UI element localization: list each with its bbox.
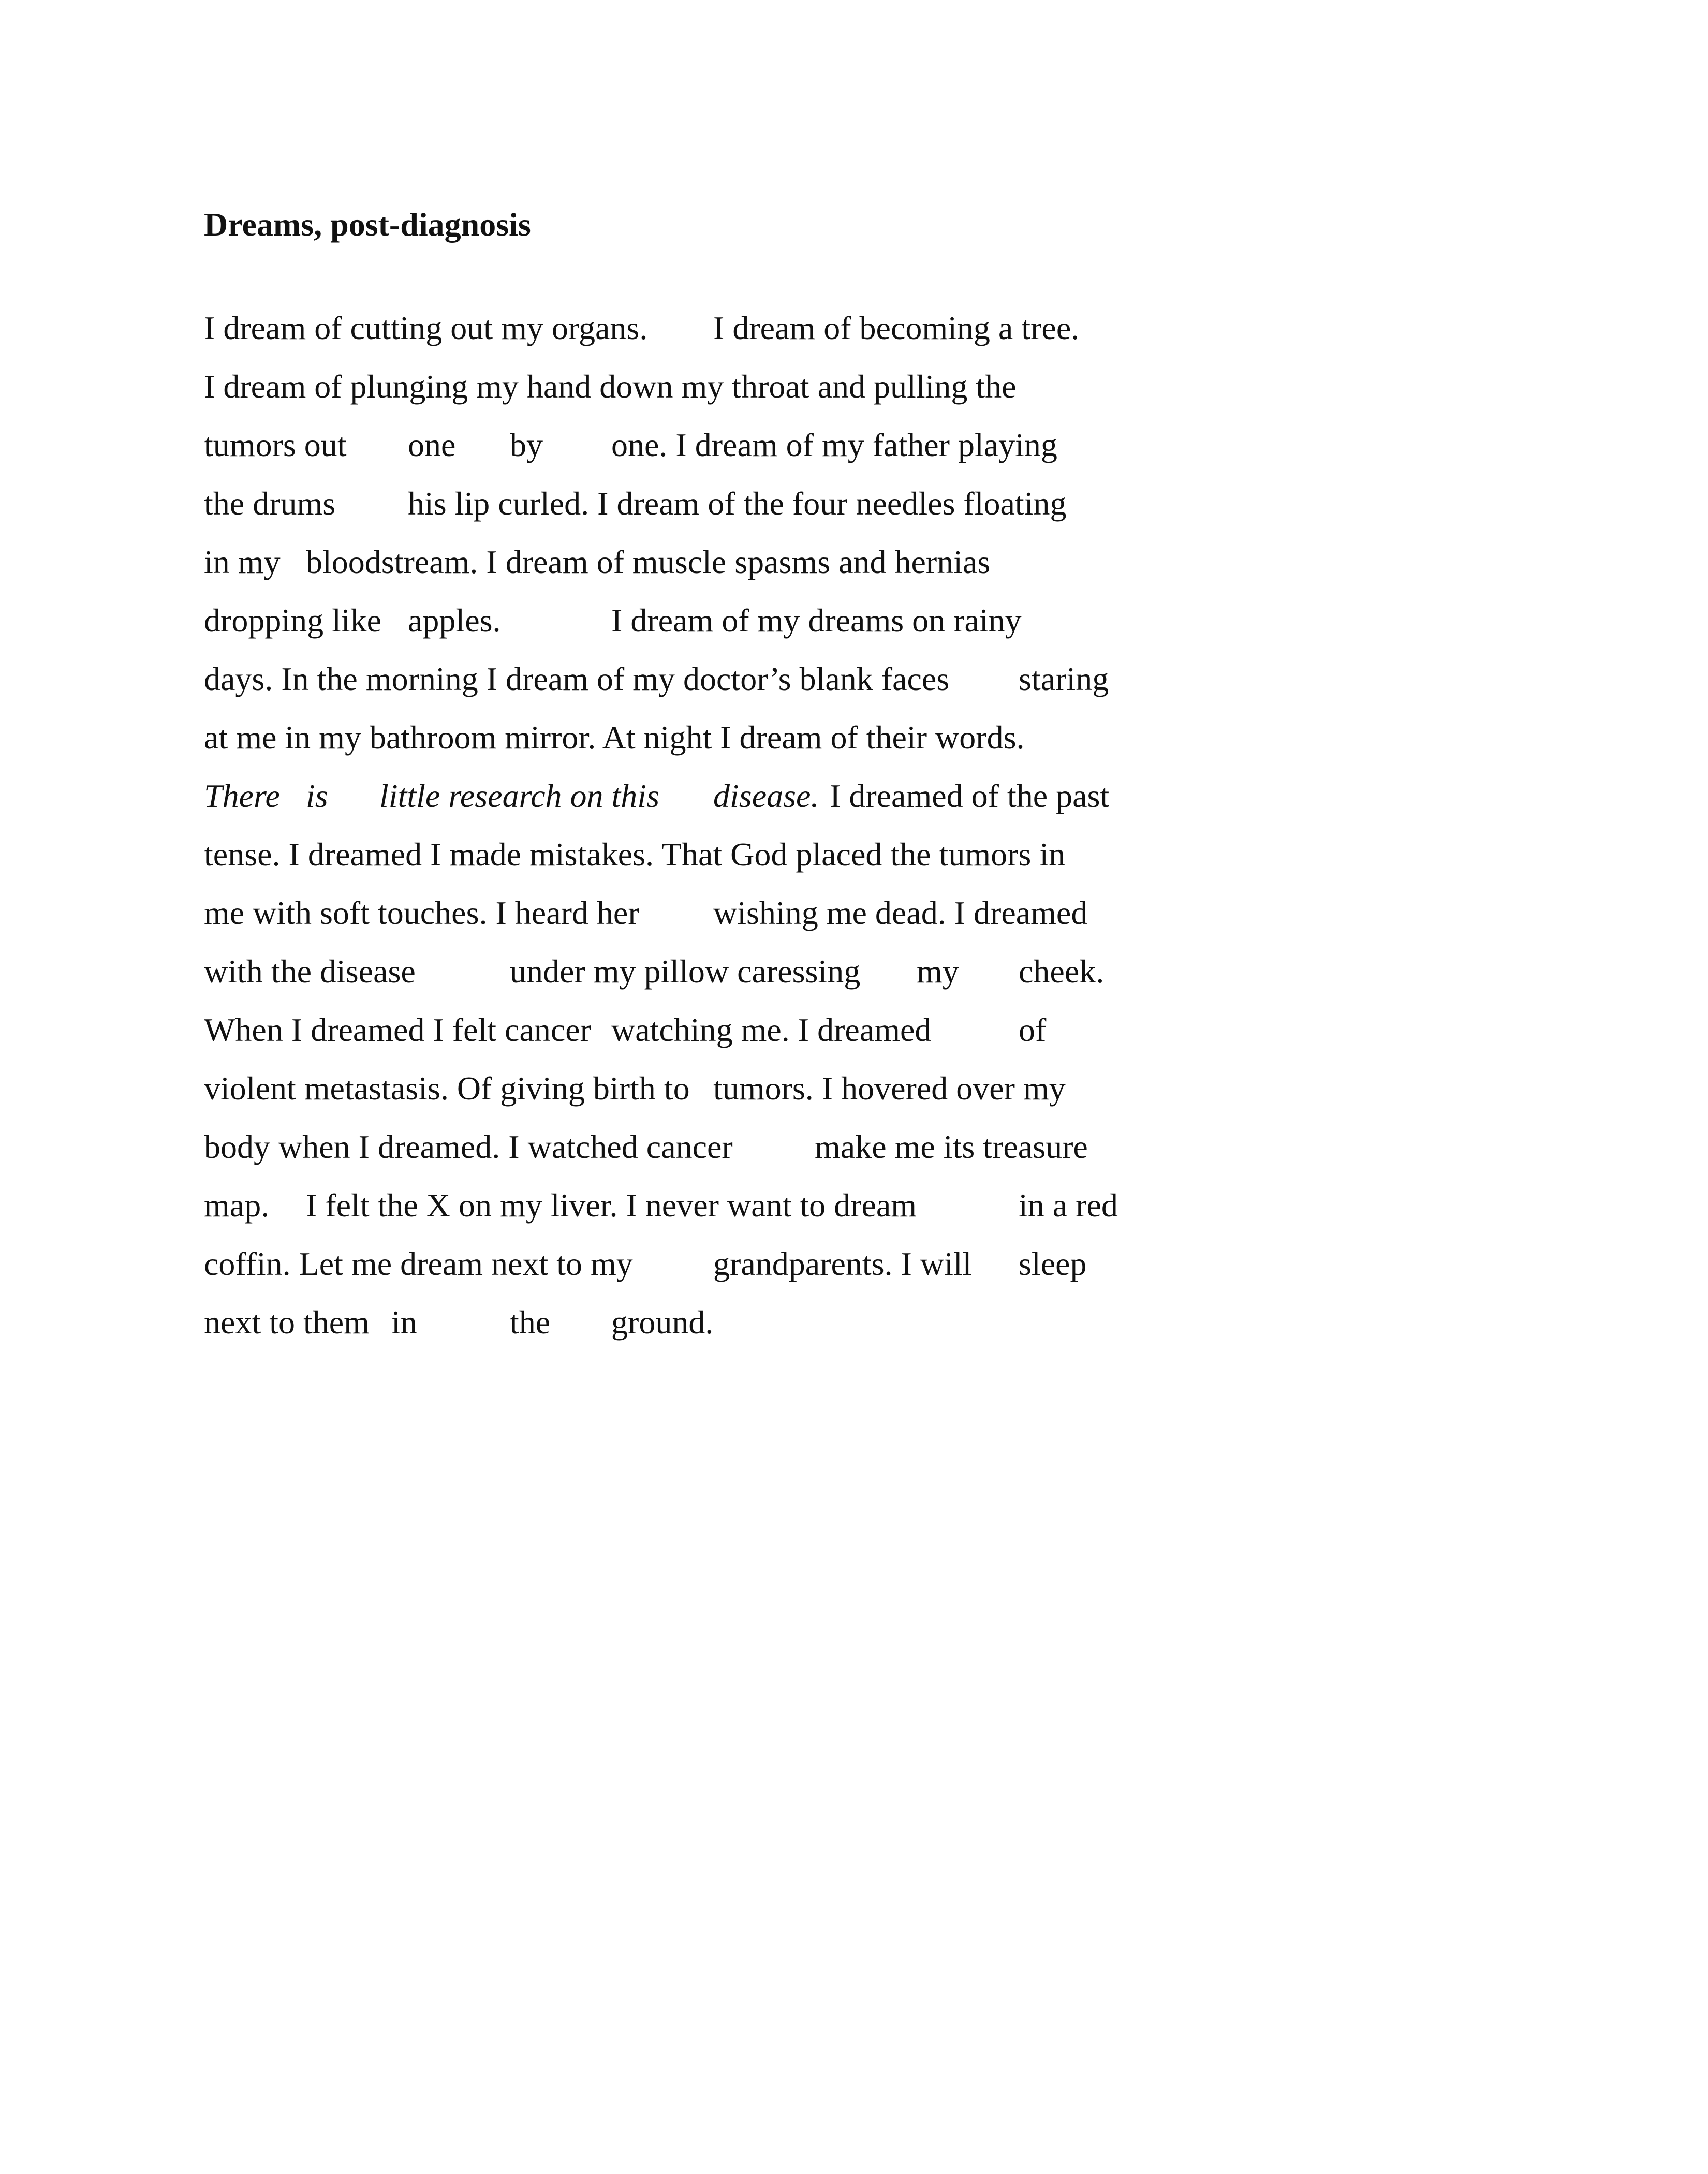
poem-line-segment: I felt the X on my liver. I never want to dream bbox=[306, 1187, 917, 1224]
poem-line-segment: I dream of becoming a tree. bbox=[713, 310, 1080, 346]
poem-line bbox=[0, 599, 1708, 651]
poem-line-segment: my bbox=[917, 953, 959, 990]
poem-line bbox=[0, 1008, 1708, 1060]
poem-line bbox=[0, 423, 1708, 475]
poem-line-segment: There bbox=[204, 777, 280, 814]
poem-line-segment: the drums bbox=[204, 485, 336, 522]
poem-line bbox=[0, 891, 1708, 943]
poem-line-segment: staring bbox=[1019, 660, 1109, 697]
poem-line-segment: me with soft touches. I heard her bbox=[204, 894, 639, 931]
poem-line-segment: by bbox=[510, 427, 543, 463]
poem-line bbox=[0, 657, 1708, 709]
poem-line-segment: cheek. bbox=[1019, 953, 1105, 990]
poem-line-segment: at me in my bathroom mirror. At night I dream of their words. bbox=[204, 719, 1025, 756]
poem-line-segment: coffin. Let me dream next to my bbox=[204, 1245, 633, 1282]
poem-line-segment: in bbox=[391, 1304, 417, 1341]
poem-line bbox=[0, 833, 1708, 885]
poem-line-segment: I dream of cutting out my organs. bbox=[204, 310, 648, 346]
poem-line-segment: tumors out bbox=[204, 427, 347, 463]
poem-line-segment: make me its treasure bbox=[815, 1128, 1088, 1165]
poem-line-segment: body when I dreamed. I watched cancer bbox=[204, 1128, 733, 1165]
poem-line-segment: map. bbox=[204, 1187, 270, 1224]
poem-line-segment: of bbox=[1019, 1011, 1047, 1048]
poem-line bbox=[0, 365, 1708, 417]
poem-title: Dreams, post-diagnosis bbox=[204, 206, 531, 243]
poem-line-segment: dropping like bbox=[204, 602, 382, 639]
poem-line-segment: I dreamed of the past bbox=[830, 777, 1110, 814]
poem-line-segment: ground. bbox=[611, 1304, 714, 1341]
poem-line-segment: one. I dream of my father playing bbox=[611, 427, 1057, 463]
poem-line-segment: wishing me dead. I dreamed bbox=[713, 894, 1088, 931]
poem-line-segment: in a red bbox=[1019, 1187, 1118, 1224]
poem-line-segment: disease. bbox=[713, 777, 819, 814]
poem-line bbox=[0, 1301, 1708, 1353]
poem-line bbox=[0, 1125, 1708, 1177]
poem-line-segment: bloodstream. I dream of muscle spasms and hernias bbox=[306, 544, 991, 580]
poem-line bbox=[0, 306, 1708, 358]
poem-line bbox=[0, 716, 1708, 768]
poem-line-segment: next to them bbox=[204, 1304, 370, 1341]
poem-line bbox=[0, 774, 1708, 826]
poem-line-segment: tumors. I hovered over my bbox=[713, 1070, 1066, 1107]
poem-line-segment: in my bbox=[204, 544, 281, 580]
poem-line bbox=[0, 950, 1708, 1002]
poem-line-segment: days. In the morning I dream of my doctor’s blank faces bbox=[204, 660, 950, 697]
poem-line-segment: little research on this bbox=[379, 777, 659, 814]
poem-line-segment: sleep bbox=[1019, 1245, 1087, 1282]
poem-line-segment: tense. I dreamed I made mistakes. That God placed the tumors in bbox=[204, 836, 1066, 873]
poem-line bbox=[0, 540, 1708, 592]
poem-line-segment: grandparents. I will bbox=[713, 1245, 972, 1282]
poem-line-segment: is bbox=[306, 777, 328, 814]
poem-line-segment: the bbox=[510, 1304, 551, 1341]
poem-line-segment: violent metastasis. Of giving birth to bbox=[204, 1070, 690, 1107]
poem-line bbox=[0, 482, 1708, 534]
poem-line-segment: When I dreamed I felt cancer bbox=[204, 1011, 591, 1048]
poem-line-segment: his lip curled. I dream of the four needles floating bbox=[408, 485, 1067, 522]
poem-line-segment: with the disease bbox=[204, 953, 416, 990]
poem-line-segment: apples. bbox=[408, 602, 501, 639]
poem-line-segment: I dream of plunging my hand down my throat and pulling the bbox=[204, 368, 1017, 405]
poem-line-segment: under my pillow caressing bbox=[510, 953, 861, 990]
poem-line-segment: one bbox=[408, 427, 456, 463]
poem-line bbox=[0, 1067, 1708, 1119]
poem-line-segment: watching me. I dreamed bbox=[611, 1011, 932, 1048]
poem-line bbox=[0, 1242, 1708, 1294]
poem-line bbox=[0, 1184, 1708, 1236]
poem-line-segment: I dream of my dreams on rainy bbox=[611, 602, 1022, 639]
